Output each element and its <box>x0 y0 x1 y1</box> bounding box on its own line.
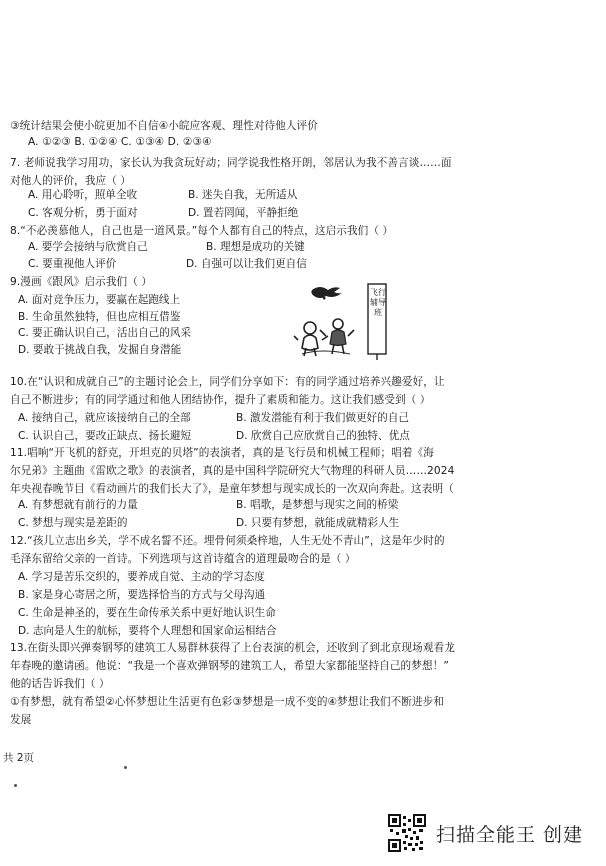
q11-option-b: B. 唱歌，是梦想与现实之间的桥梁 <box>236 499 399 511</box>
q9-option-a: A. 面对竞争压力，要赢在起跑线上 <box>18 294 181 306</box>
q7-option-d: D. 置若罔闻，平静拒绝 <box>188 207 299 219</box>
q11-stem-line2: 尔兄弟》主题曲《雷欧之歌》的表演者，真的是中国科学院研究大气物理的科研人员……2024 <box>10 465 455 477</box>
q9-stem: 9.漫画《跟风》启示我们（ ） <box>10 276 153 288</box>
q10-option-c: C. 认识自己，要改正缺点、扬长避短 <box>18 430 192 442</box>
q13-stem-line2: 年春晚的邀请函。他说：“我是一个喜欢弹钢琴的建筑工人，希望大家都能坚持自己的梦想！” <box>10 660 449 672</box>
q7-option-a: A. 用心聆听，照单全收 <box>28 189 138 201</box>
q10-option-a: A. 接纳自己，就应该接纳自己的全部 <box>18 412 191 424</box>
q7-option-b: B. 迷失自我，无所适从 <box>188 189 298 201</box>
q8-option-a: A. 要学会接纳与欣赏自己 <box>28 241 148 253</box>
q12-option-c: C. 生命是神圣的，要在生命传承关系中更好地认识生命 <box>18 607 276 619</box>
q8-option-b: B. 理想是成功的关键 <box>206 241 305 253</box>
scan-speck <box>14 784 17 787</box>
q10-stem-line2: 自己不断进步；有的同学通过和他人团结协作，提升了素质和能力。这让我们感受到（ ） <box>10 394 431 406</box>
q9-option-b: B. 生命虽然独特，但也应相互借鉴 <box>18 311 181 323</box>
q9-option-d: D. 要敢于挑战自我，发掘自身潜能 <box>18 344 182 356</box>
q6-options: A. ①②③ B. ①②④ C. ①③④ D. ②③④ <box>28 136 212 148</box>
scan-speck <box>124 766 127 769</box>
q9-option-c: C. 要正确认识自己，活出自己的风采 <box>18 327 192 339</box>
qr-code-icon <box>388 814 426 852</box>
q11-stem-line3: 年央视春晚节目《看动画片的我们长大了》，是童年梦想与现实成长的一次双向奔赴。这表明（ <box>10 483 454 495</box>
cartoon-sign-text: 飞行辅导班 <box>370 288 386 317</box>
q13-stem-line1: 13.在街头即兴弹奏钢琴的建筑工人易群林获得了上台表演的机会，还收到了到北京现场观看龙 <box>10 642 455 654</box>
q7-stem-line2: 对他人的评价，我应（ ） <box>10 175 132 187</box>
q13-statements-line1: ①有梦想，就有希望②心怀梦想让生活更有色彩③梦想是一成不变的④梦想让我们不断进步和 <box>10 696 445 708</box>
q12-stem-line2: 毛泽东留给父亲的一首诗。下列选项与这首诗蕴含的道理最吻合的是（ ） <box>10 553 356 565</box>
q12-option-a: A. 学习是苦乐交织的，要养成自觉、主动的学习态度 <box>18 571 265 583</box>
page-count: 共 2页 <box>3 752 35 764</box>
scanner-watermark: 扫描全能王 创建 <box>436 824 584 846</box>
q10-stem-line1: 10.在“认识和成就自己”的主题讨论会上，同学们分享如下：有的同学通过培养兴趣爱好，让 <box>10 376 445 388</box>
q7-option-c: C. 客观分析，勇于面对 <box>28 207 138 219</box>
q11-option-a: A. 有梦想就有前行的力量 <box>18 499 138 511</box>
q11-option-d: D. 只要有梦想，就能成就精彩人生 <box>236 517 400 529</box>
q12-stem-line1: 12.“孩儿立志出乡关，学不成名誓不还。埋骨何须桑梓地，人生无处不青山”，这是年少时的 <box>10 535 445 547</box>
q11-stem-line1: 11.唱响“开飞机的舒克，开坦克的贝塔”的表演者，真的是飞行员和机械工程师；唱着《海 <box>10 447 434 459</box>
q8-stem: 8.“不必羡慕他人，自己也是一道风景。”每个人都有自己的特点，这启示我们（ ） <box>10 225 394 237</box>
q7-stem-line1: 7. 老师说我学习用功，家长认为我贪玩好动；同学说我性格开朗，邻居认为我不善言谈……面 <box>10 157 452 169</box>
q12-option-d: D. 志向是人生的航标，要将个人理想和国家命运相结合 <box>18 625 277 637</box>
q6-statement-3-4: ③统计结果会使小皖更加不自信④小皖应客观、理性对待他人评价 <box>10 120 318 132</box>
q8-option-d: D. 自强可以让我们更自信 <box>186 258 307 270</box>
q10-option-d: D. 欣赏自己应欣赏自己的独特、优点 <box>236 430 410 442</box>
q10-option-b: B. 激发潜能有利于我们做更好的自己 <box>236 412 409 424</box>
q13-stem-line3: 他的话告诉我们（ ） <box>10 678 110 690</box>
q12-option-b: B. 家是身心寄居之所，要选择恰当的方式与父母沟通 <box>18 589 266 601</box>
q8-option-c: C. 要重视他人评价 <box>28 258 117 270</box>
q11-option-c: C. 梦想与现实是差距的 <box>18 517 128 529</box>
q13-statements-line2: 发展 <box>10 714 32 726</box>
